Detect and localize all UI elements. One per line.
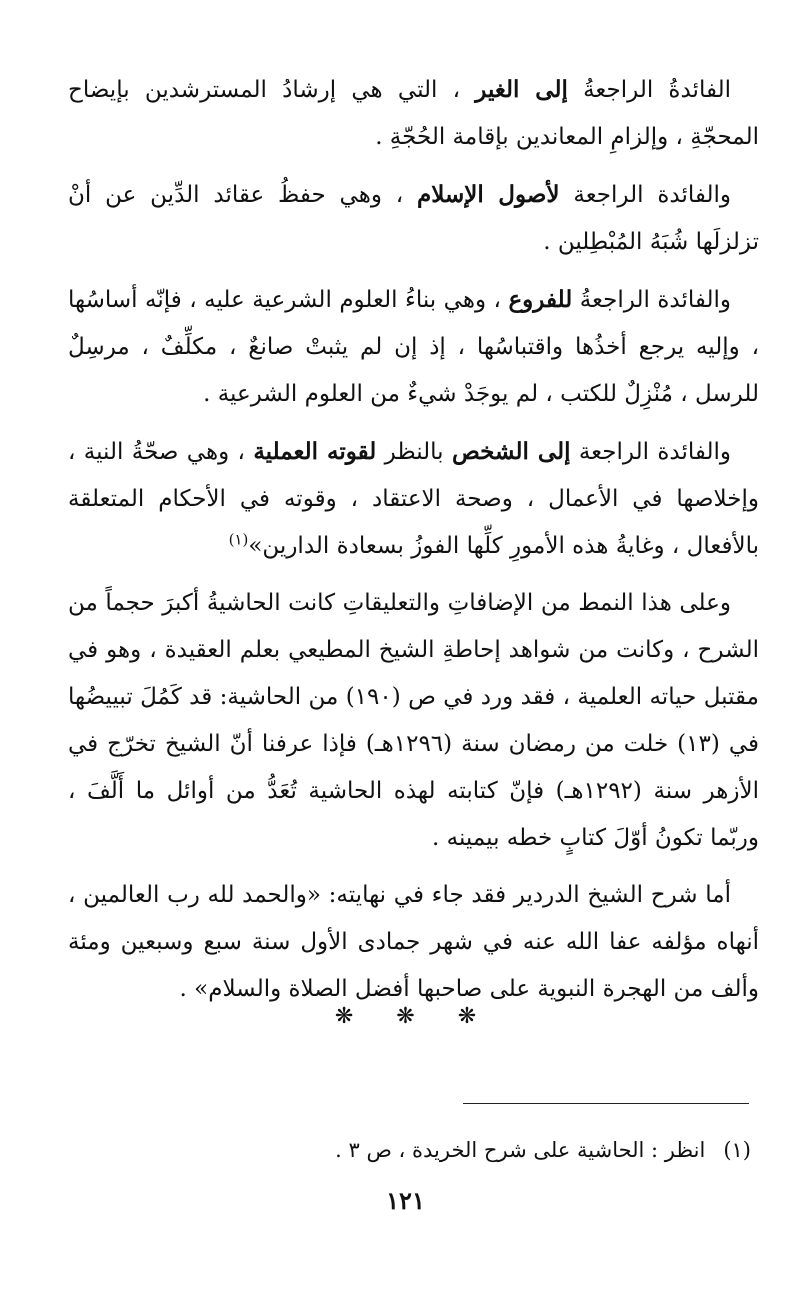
bold-phrase: إلى الشخص [451,438,571,465]
text-run: ، التي هي إرشادُ المسترشدين بإيضاح المحجّةِ ، وإلزامِ المعاندين بإقامة الحُجّةِ . [68,77,759,150]
paragraph [68,580,759,862]
footnote-reference: (١) [228,530,249,549]
text-run: أما شرح الشيخ الدردير فقد جاء في نهايته: «والحمد لله رب العالمين ، أنهاه مؤلفه عفا الله عنه في شهر جمادى الأول سنة سبع وسبعين ومئة وألف من الهجرة النبوية على صاحبها أفضل الصلاة والسلام» . [68,882,759,1002]
footnote-text: انظر : الحاشية على شرح الخريدة ، ص ٣ . [335,1138,706,1162]
paragraph [68,171,759,266]
text-run: والفائدة الراجعةُ [572,287,731,313]
text-run: ، وهي صحّةُ النية ، وإخلاصها في الأعمال ، وصحة الاعتقاد ، وقوته في الأحكام المتعلقة بالأفعال ، وغايةُ هذه الأمورِ كلِّها الفوزُ بسعادة الدارين» [68,439,759,559]
section-separator [0,1004,811,1029]
paragraph [68,428,759,570]
text-run: ، وهي حفظُ عقائد الدِّين عن أنْ تزلزلَها شُبَهُ المُبْطِلين . [68,182,759,255]
page-number: ١٢١ [386,1186,425,1215]
paragraph [68,66,759,161]
bold-phrase: لأصول الإسلام [417,181,560,208]
main-text [68,66,759,1013]
text-run: ، وهي بناءُ العلوم الشرعية عليه ، فإنّه أساسُها ، وإليه يرجع أخذُها واقتباسُها ، إذ إن لم يثبتْ صانعٌ ، مكلِّفٌ ، مرسِلٌ للرسل ، مُنْزِلٌ للكتب ، لم يوجَدْ شيءٌ من العلوم الشرعية . [68,287,759,407]
text-run: والفائدة الراجعة [570,439,731,465]
text-run: الفائدةُ الراجعةُ [567,77,731,103]
footnote [61,1130,751,1170]
footnote-divider [463,1103,749,1104]
text-run: بالنظر [376,439,452,465]
paragraph [68,872,759,1013]
bold-phrase: للفروع [508,286,573,313]
separator-star: ❋ [457,1004,477,1029]
bold-phrase: لقوته العملية [253,438,377,465]
text-run: والفائدة الراجعة [559,182,731,208]
footnote-number: (١) [723,1138,751,1162]
separator-star: ❋ [334,1004,354,1029]
text-run: وعلى هذا النمط من الإضافاتِ والتعليقاتِ كانت الحاشيةُ أكبرَ حجماً من الشرح ، وكانت من شواهد إحاطةِ الشيخ المطيعي بعلم العقيدة ، وهو في مقتبل حياته العلمية ، فقد ورد في ص (١٩٠) من الحاشية: قد كَمُلَ تبييضُها في (١٣) خلت من رمضان سنة (١٢٩٦هـ) فإذا عرفنا أنّ الشيخ تخرّج في الأزهر سنة (١٢٩٢هـ) فإنّ كتابته لهذه الحاشية تُعَدُّ من أوائل ما أَلَّفَ ، وربّما تكونُ أوّلَ كتابٍ خطه بيمينه . [68,590,759,851]
paragraph [68,276,759,418]
separator-star: ❋ [396,1004,415,1029]
bold-phrase: إلى الغير [475,76,568,103]
